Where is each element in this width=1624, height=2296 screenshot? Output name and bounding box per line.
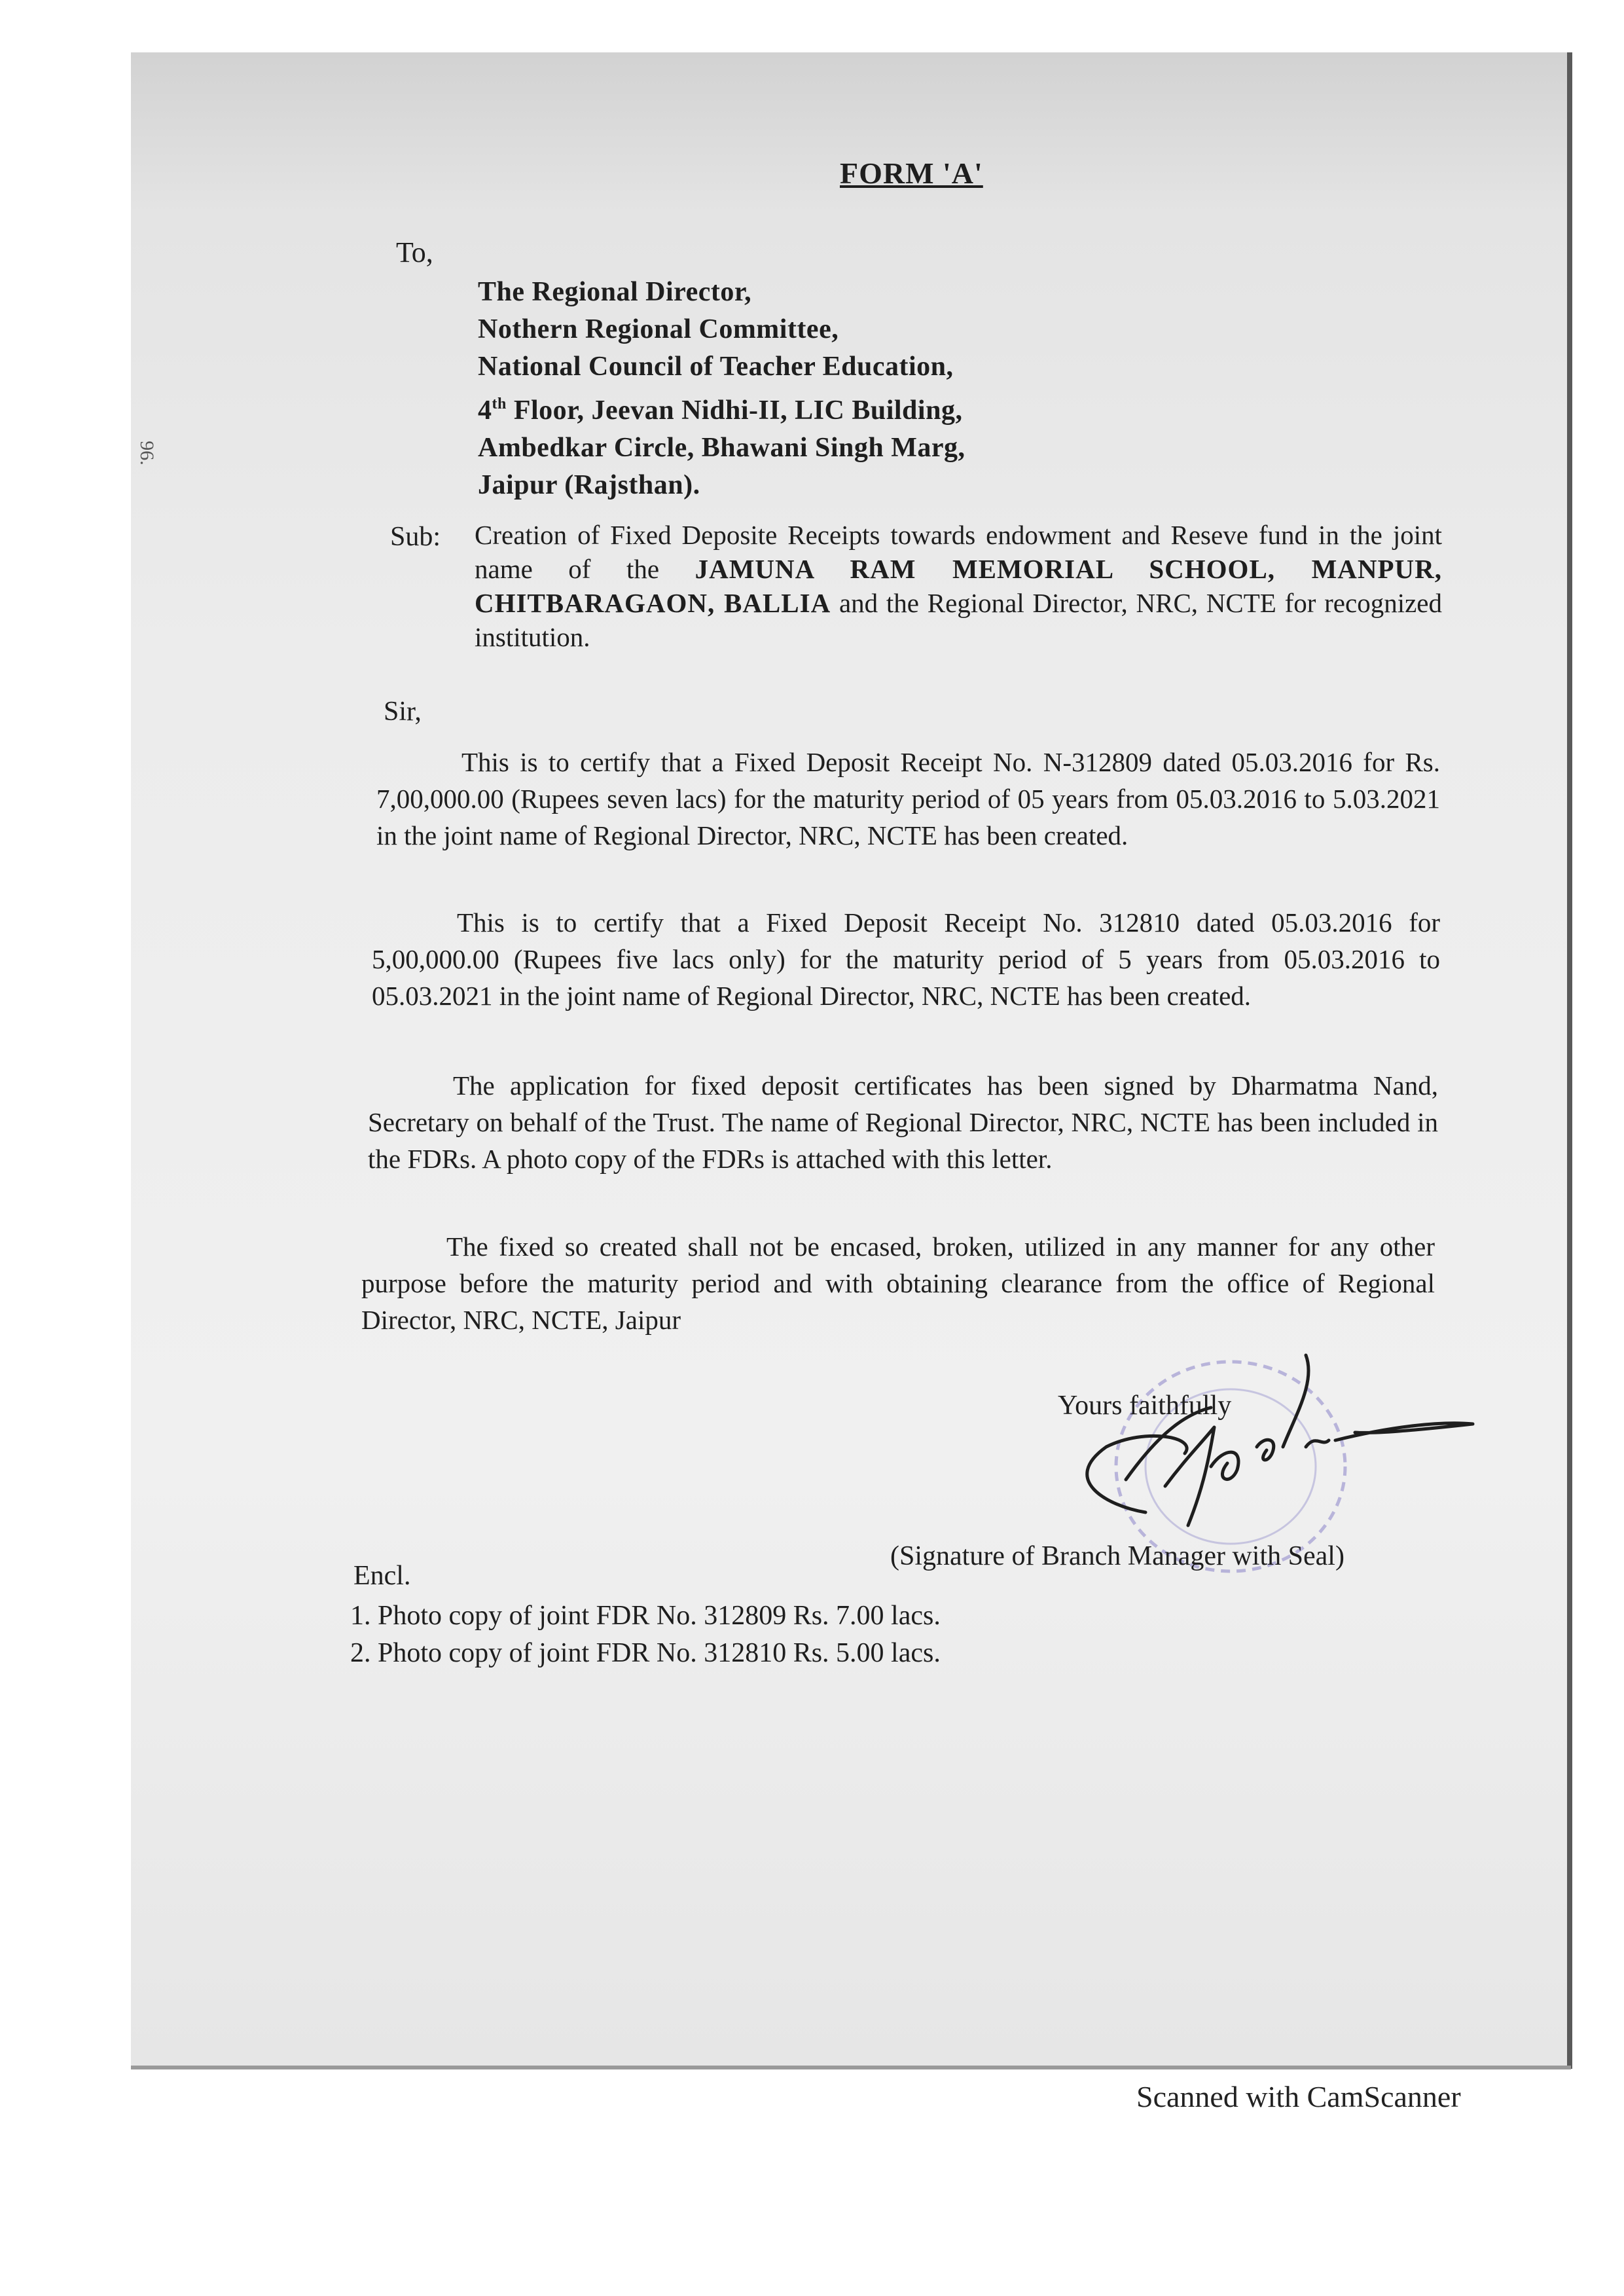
address-line: Ambedkar Circle, Bhawani Singh Marg, (478, 433, 965, 463)
camscanner-watermark: Scanned with CamScanner (1136, 2080, 1461, 2113)
address-line: The Regional Director, (478, 277, 752, 307)
enclosure-item: 2. Photo copy of joint FDR No. 312810 Rs. 5.00 lacs. (350, 1638, 941, 1668)
address-line: National Council of Teacher Education, (478, 352, 954, 382)
signature-and-seal (1047, 1316, 1506, 1578)
enclosure-item: 1. Photo copy of joint FDR No. 312809 Rs. 7.00 lacs. (350, 1601, 941, 1631)
address-line: Jaipur (Rajsthan). (478, 470, 700, 500)
signature-caption: (Signature of Branch Manager with Seal) (890, 1541, 1344, 1571)
margin-page-number: 96. (135, 441, 158, 465)
subject-text-before: Creation of Fixed Deposite Receipts towards endowment and Reseve fund in the joint name of the (475, 520, 1442, 584)
body-paragraph-1: This is to certify that a Fixed Deposit Receipt No. N-312809 dated 05.03.2016 for Rs. 7,00,000.00 (Rupees seven lacs) for the maturity period of 05 years from 05.03.2016 to 5.03.2021 in the joint name of Regional Director, NRC, NCTE has been created. (376, 747, 1440, 850)
body-paragraph-2: This is to certify that a Fixed Deposit Receipt No. 312810 dated 05.03.2016 for 5,00,000.00 (Rupees five lacs only) for the maturity period of 5 years from 05.03.2016 to 05.03.2021 in the joint name of Regional Director, NRC, NCTE has been created. (372, 907, 1440, 1011)
subject-text-after: and the Regional Director, NRC, NCTE for recognized institution. (475, 588, 1442, 652)
form-title: FORM 'A' (840, 156, 983, 190)
floor-superscript: th (492, 395, 507, 412)
subject-label: Sub: (390, 522, 441, 552)
recipient-address (478, 274, 965, 504)
institution-name: JAMUNA RAM MEMORIAL SCHOOL, MANPUR, CHITBARAGAON, BALLIA (475, 554, 1442, 618)
scan-edge-right (1567, 52, 1572, 2069)
address-line: Nothern Regional Committee, (478, 314, 839, 344)
floor-number: 4 (478, 395, 492, 426)
salutation: Sir, (384, 697, 422, 727)
scan-edge-bottom (131, 2066, 1571, 2069)
enclosure-list (350, 1597, 941, 1672)
enclosure-label: Encl. (353, 1561, 411, 1591)
to-label: To, (396, 236, 433, 268)
closing: Yours faithfully (1058, 1391, 1232, 1421)
handwritten-signature (1087, 1355, 1473, 1525)
subject-text (475, 518, 1442, 654)
body-paragraph-3: The application for fixed deposit certificates has been signed by Dharmatma Nand, Secretary on behalf of the Trust. The name of Regional Director, NRC, NCTE has been included in the FDRs. A photo copy of the FDRs is attached with this letter. (368, 1070, 1438, 1174)
address-line (478, 386, 965, 429)
floor-rest: Floor, Jeevan Nidhi-II, LIC Building, (506, 395, 963, 426)
body-paragraph-4: The fixed so created shall not be encased, broken, utilized in any manner for any other purpose before the maturity period and with obtaining clearance from the office of Regional Director, NRC, NCTE, Jaipur (361, 1231, 1435, 1335)
